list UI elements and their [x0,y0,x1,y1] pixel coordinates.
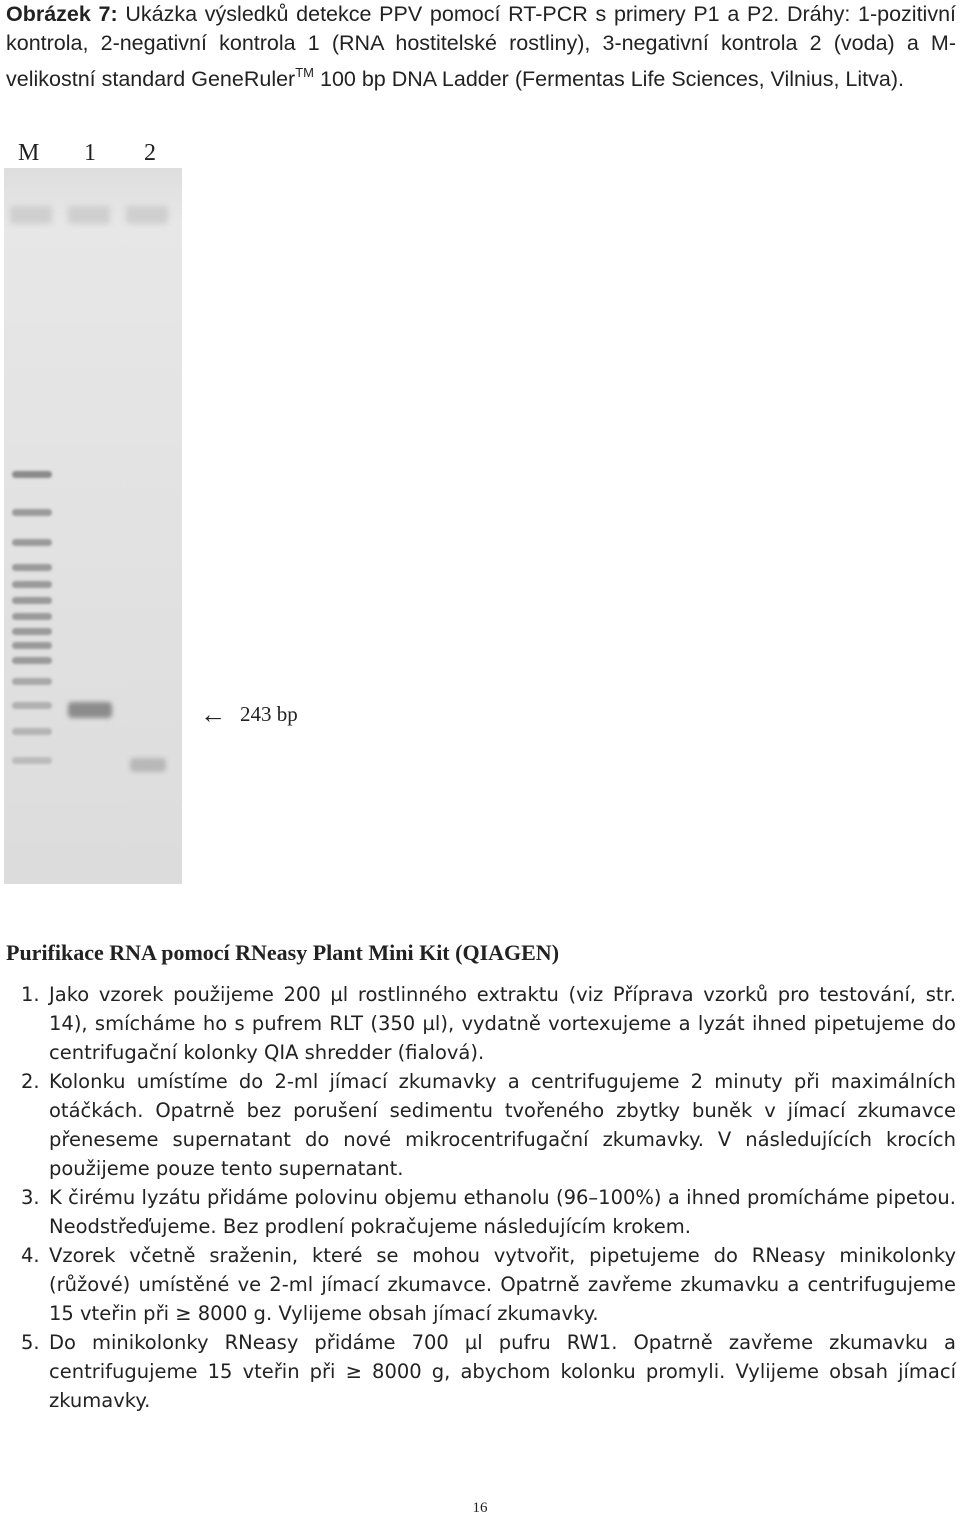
gel-image [4,168,182,884]
ladder-band [12,728,52,735]
ladder-band [12,564,52,571]
section-title: Purifikace RNA pomocí RNeasy Plant Mini Kit (QIAGEN) [6,940,560,965]
band-size-label: 243 bp [240,702,298,726]
lane-label-m: M [18,140,40,166]
trademark-sup: TM [295,65,314,80]
list-item [12,980,956,1067]
ladder-band [12,581,52,588]
ladder-band [12,628,52,635]
caption-text: Ukázka výsledků detekce PPV pomocí RT-PCR s primery P1 a P2. Dráhy: 1-pozitivní kontrola, 2-negativní kontrola 1 (RNA hostitelské rostliny), 3-negativní kontrola 2 (voda) a M-velikostní standard GeneRuler [6,2,957,91]
step-number: 5. [21,1331,40,1354]
ladder-band [12,657,52,664]
figure-caption [6,0,956,94]
left-arrow-icon: ← [200,700,226,729]
gel-well-m [10,206,52,224]
step-text: K čirému lyzátu přidáme polovinu objemu ethanolu (96–100%) a ihned promícháme pipetou. Neodstřeďujeme. Bez prodlení pokračujeme následujícím krokem. [49,1186,956,1238]
ladder-band [12,613,52,620]
caption-text-end: 100 bp DNA Ladder (Fermentas Life Sciences, Vilnius, Litva). [319,67,904,91]
list-item [12,1183,956,1241]
ladder-band [12,471,52,478]
lane-label-2: 2 [144,140,156,166]
ladder-band [12,539,52,546]
step-number: 1. [21,983,40,1006]
ladder-band [12,597,52,604]
step-text: Jako vzorek použijeme 200 µl rostlinného extraktu (viz Příprava vzorků pro testování, str. 14), smícháme ho s pufrem RLT (350 µl), vydatně vortexujeme a lyzát ihned pipetujeme do centrifugační kolonky QIA shredder (fialová). [49,983,956,1064]
band-size-annotation [200,698,298,728]
ladder-band [12,702,52,709]
page-number: 16 [472,1500,488,1516]
procedure-steps [12,980,956,1415]
ladder-band [12,642,52,649]
list-item [12,1328,956,1415]
step-number: 3. [21,1186,40,1209]
step-number: 2. [21,1070,40,1093]
list-item [12,1067,956,1183]
gel-well-2 [126,206,168,224]
step-text: Kolonku umístíme do 2-ml jímací zkumavky a centrifugujeme 2 minuty při maximálních otáčkách. Opatrně bez porušení sedimentu tvořeného zbytky buněk v jímací zkumavce přeneseme supernatant do nové mikrocentrifugační zkumavky. V následujících krocích použijeme pouze tento supernatant. [49,1070,956,1180]
list-item [12,1241,956,1328]
gel-well-1 [68,206,110,224]
lane-label-1: 1 [84,140,96,166]
step-number: 4. [21,1244,40,1267]
ladder-band [12,678,52,685]
step-text: Do minikolonky RNeasy přidáme 700 µl pufru RW1. Opatrně zavřeme zkumavku a centrifugujeme 15 vteřin při ≥ 8000 g, abychom kolonku promyli. Vylijeme obsah jímací zkumavky. [49,1331,956,1412]
step-text: Vzorek včetně sraženin, které se mohou vytvořit, pipetujeme do RNeasy minikolonky (růžové) umístěné ve 2-ml jímací zkumavce. Opatrně zavřeme zkumavku a centrifugujeme 15 vteřin při ≥ 8000 g. Vylijeme obsah jímací zkumavky. [49,1244,956,1325]
figure-label: Obrázek 7: [6,2,118,26]
ladder-band [12,509,52,516]
faint-band [130,758,166,772]
ladder-band [12,757,52,764]
positive-control-band [68,702,112,718]
